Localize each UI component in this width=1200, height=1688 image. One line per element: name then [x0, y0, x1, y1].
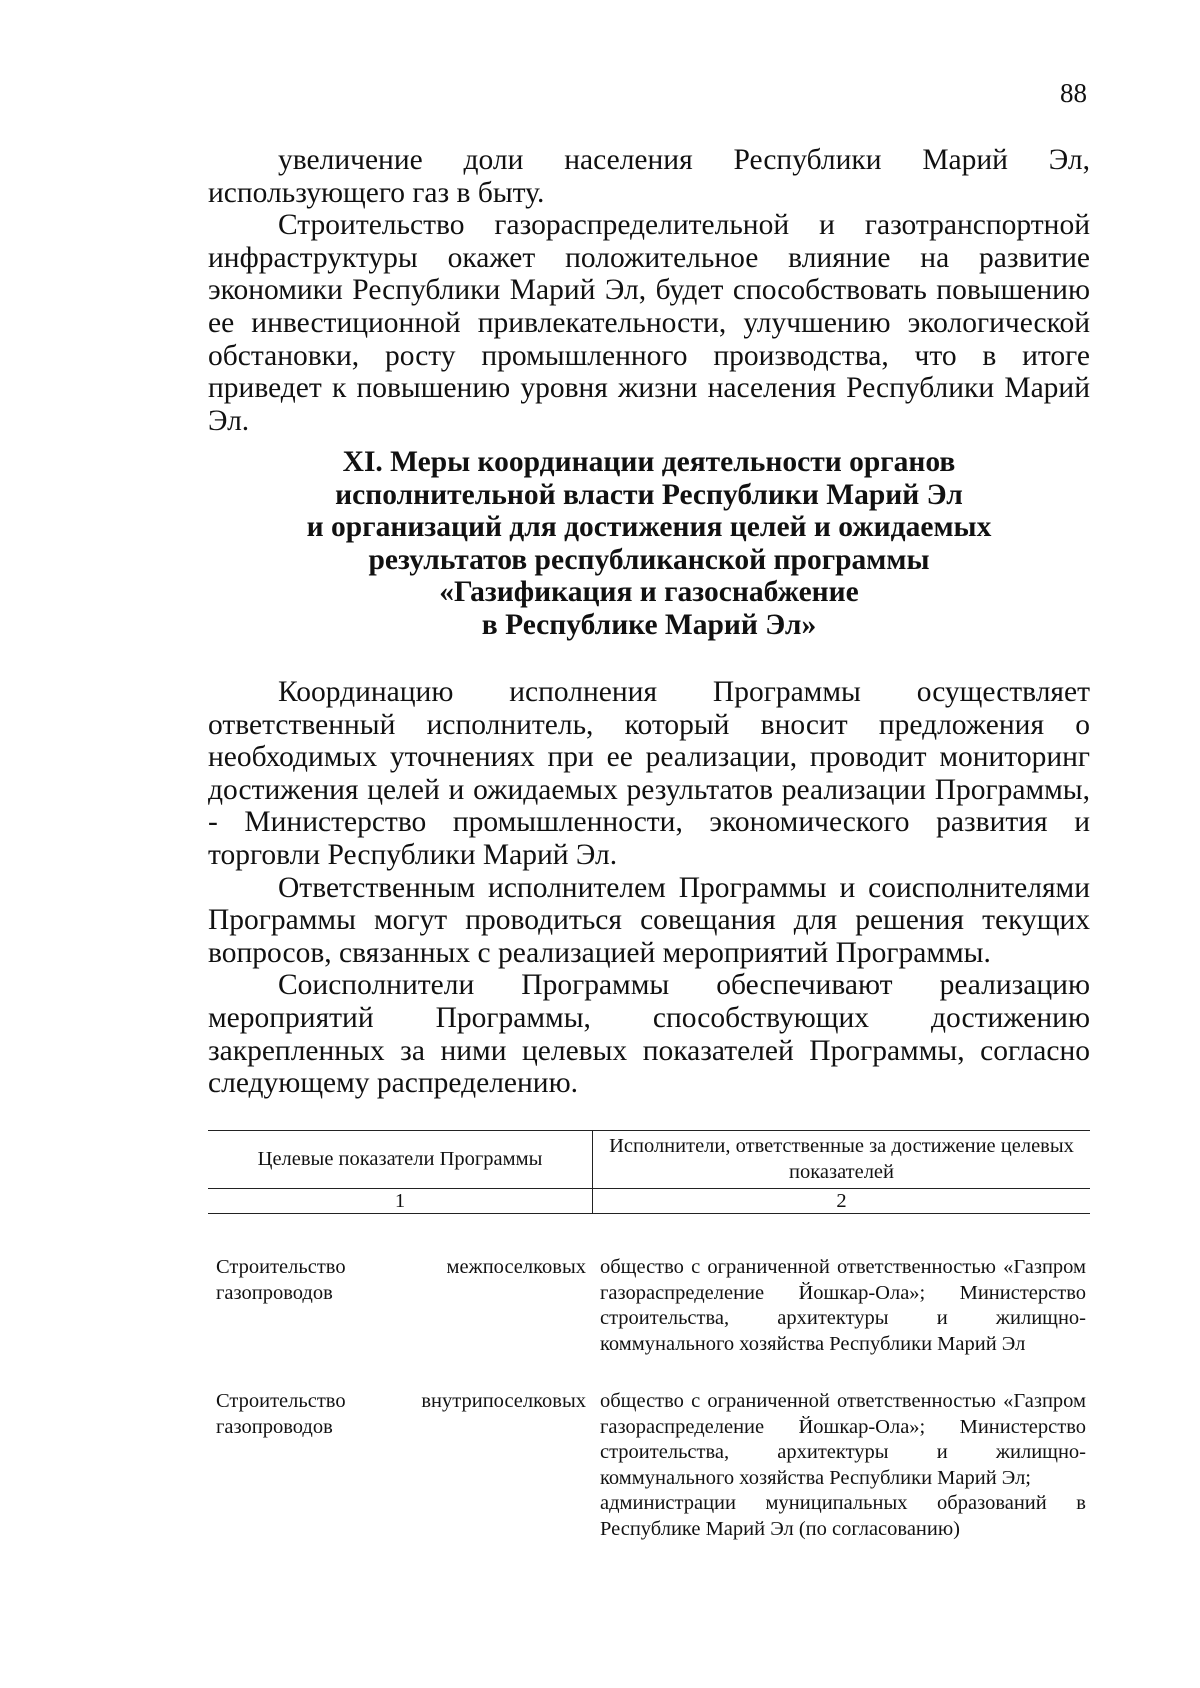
body-paragraph-distribution: Соисполнители Программы обеспечивают реализацию мероприятий Программы, способствующих достижению закрепленных за ними целевых показателей Программы, согласно следующему распределению. — [208, 969, 1090, 1100]
section-heading-line: и организаций для достижения целей и ожидаемых — [306, 511, 992, 544]
table-cell-executors — [592, 1389, 1090, 1542]
table-column-number: 1 — [394, 1190, 406, 1212]
table-number-row — [208, 1189, 1090, 1214]
section-heading — [208, 446, 1090, 642]
intro-text — [208, 144, 1090, 437]
table-header-executors: Исполнители, ответственные за достижение целевых показателей — [592, 1131, 1090, 1188]
table-row — [208, 1255, 1090, 1357]
table-cell-indicator — [208, 1389, 592, 1542]
body-paragraph-meetings: Ответственным исполнителем Программы и соисполнителями Программы могут проводиться совещания для решения текущих вопросов, связанных с реализацией мероприятий Программы. — [208, 871, 1090, 969]
intro-paragraph-1-line-2: использующего газ в быту. — [208, 176, 545, 209]
table-cell-indicator — [208, 1255, 592, 1357]
section-heading-line: «Газификация и газоснабжение — [439, 576, 859, 609]
indicator-line: Строительство внутрипоселковых — [216, 1390, 586, 1412]
executors-text: администрации муниципальных образований в Республике Марий Эл (по согласованию) — [600, 1492, 1086, 1540]
intro-paragraph-2: Строительство газораспределительной и газотранспортной инфраструктуры окажет положительное влияние на развитие экономики Республики Марий Эл, будет способствовать повышению ее инвестиционной привлекательности, улучшению экологической обстановки, росту промышленного производства, что в итоге приведет к повышению уровня жизни населения Республики Марий Эл. — [208, 209, 1090, 437]
indicator-line: газопроводов — [216, 1281, 333, 1304]
body-text — [208, 676, 1090, 1100]
table-row — [208, 1389, 1090, 1542]
responsibility-table — [208, 1130, 1090, 1542]
indicator-line: Строительство межпоселковых — [216, 1256, 586, 1278]
body-paragraph-coordination: Координацию исполнения Программы осуществляет ответственный исполнитель, который вносит предложения о необходимых уточнениях при ее реализации, проводит мониторинг достижения целей и ожидаемых результатов реализации Программы, - Министерство промышленности, экономического развития и торговли Республики Марий Эл. — [208, 676, 1090, 871]
section-heading-line: в Республике Марий Эл» — [481, 608, 817, 641]
table-cell-executors: общество с ограниченной ответственностью «Газпром газораспределение Йошкар-Ола»; Министерство строительства, архитектуры и жилищно-коммунального хозяйства Республики Марий Эл — [600, 1256, 1086, 1355]
section-heading-line: XI. Меры координации деятельности органов — [342, 446, 956, 478]
table-header-indicators: Целевые показатели Программы — [257, 1147, 543, 1170]
indicator-line: газопроводов — [216, 1415, 333, 1438]
table-header-row — [208, 1130, 1090, 1189]
page-number: 88 — [1060, 78, 1087, 108]
intro-paragraph-1-line-1: увеличение доли населения Республики Марий Эл, — [278, 144, 1090, 176]
executors-text: общество с ограниченной ответственностью «Газпром газораспределение Йошкар-Ола»; Министерство строительства, архитектуры и жилищно-коммунального хозяйства Республики Марий Эл; — [600, 1390, 1086, 1489]
table-column-number: 2 — [592, 1189, 1090, 1213]
section-heading-line: исполнительной власти Республики Марий Эл — [335, 478, 963, 511]
section-heading-line: результатов республиканской программы — [368, 543, 930, 576]
